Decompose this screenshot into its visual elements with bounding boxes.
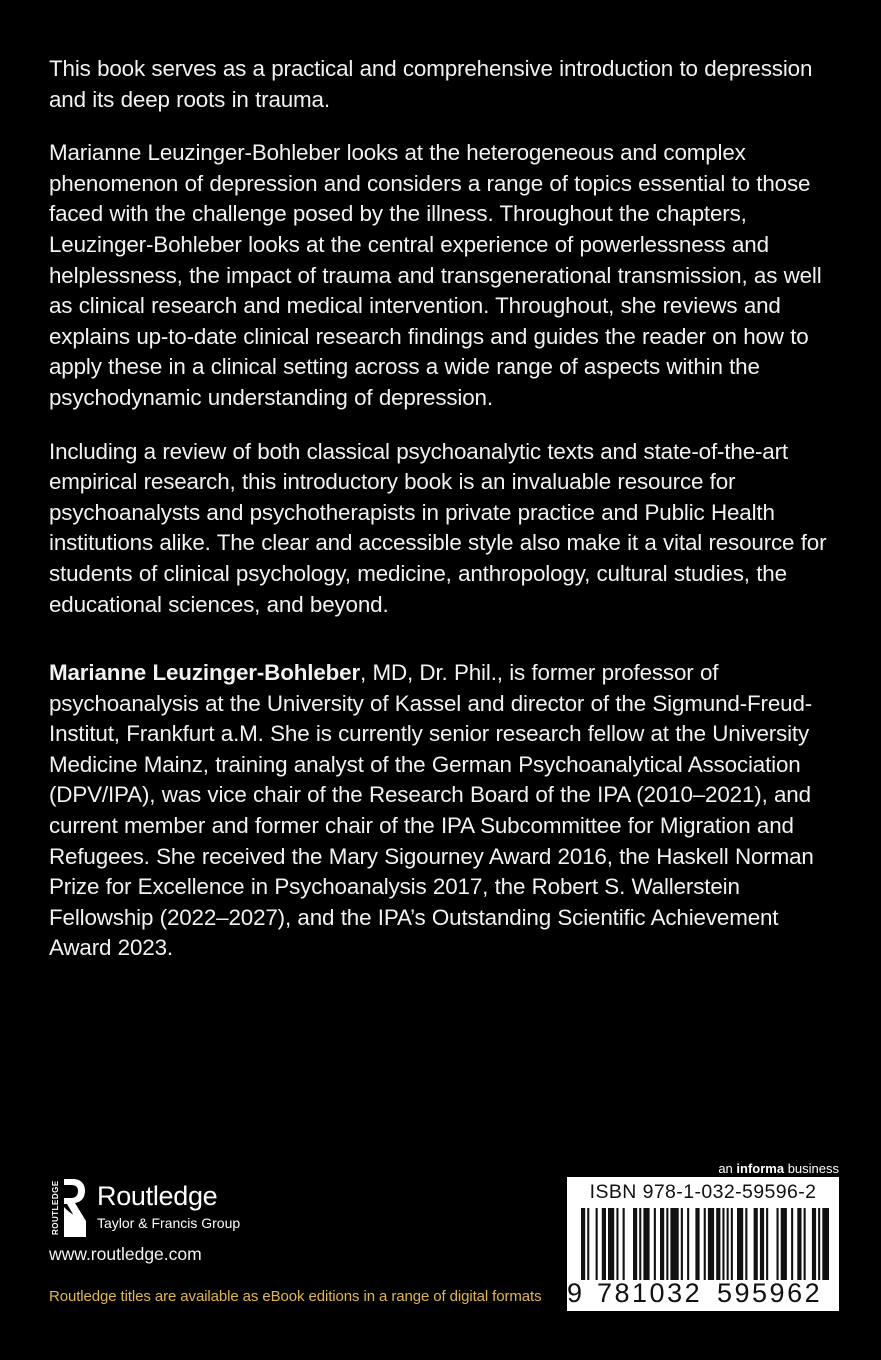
blurb-paragraph-1: This book serves as a practical and comprehensive introduction to depression and its deep roots in trauma. <box>49 56 813 112</box>
back-cover-blurb <box>49 54 839 987</box>
informa-prefix: an <box>718 1161 737 1176</box>
isbn-barcode <box>567 1177 839 1311</box>
barcode-bar <box>804 1208 806 1280</box>
barcode-bar <box>695 1208 699 1280</box>
barcode-bar <box>791 1208 793 1280</box>
barcode-bar <box>633 1208 637 1280</box>
barcode-bar <box>623 1208 625 1280</box>
barcode-bars <box>579 1208 829 1280</box>
informa-business-line <box>664 1161 839 1177</box>
routledge-vertical-wordmark: ROUTLEDGE <box>51 1180 60 1236</box>
publisher-name: Routledge <box>97 1181 218 1211</box>
publisher-url: www.routledge.com <box>49 1244 202 1264</box>
author-bio-text: , MD, Dr. Phil., is former professor of psychoanalysis at the University of Kassel and director of the Sigmund-Freud-Institut, Frankfurt a.M. She is currently senior research fellow at the University Medicine Mainz, training analyst of the German Psychoanalytical Association (DPV/IPA), was vice chair of the Research Board of the IPA (2010–2021), and current member and former chair of the IPA Subcommittee for Migration and Refugees. She received the Mary Sigourney Award 2016, the Haskell Norman Prize for Excellence in Psychoanalysis 2017, the Robert S. Wallerstein Fellowship (2022–2027), and the IPA’s Outstanding Scientific Achievement Award 2023. <box>49 660 814 961</box>
barcode-bar <box>587 1208 589 1280</box>
barcode-bar <box>727 1208 729 1280</box>
barcode-bar <box>716 1208 720 1280</box>
barcode-bar <box>581 1208 585 1280</box>
barcode-bar <box>812 1208 816 1280</box>
barcode-bar <box>745 1208 747 1280</box>
barcode-bar <box>616 1208 618 1280</box>
barcode-digits-right: 595962 <box>717 1278 823 1308</box>
barcode-bar <box>602 1208 606 1280</box>
barcode-bar <box>639 1208 641 1280</box>
barcode-bar <box>666 1208 668 1280</box>
informa-brand: informa <box>736 1161 785 1176</box>
barcode-bar <box>596 1208 598 1280</box>
barcode-bar <box>654 1208 656 1280</box>
barcode-bar <box>731 1208 733 1280</box>
barcode-bar <box>660 1208 664 1280</box>
barcode-bar <box>704 1208 706 1280</box>
barcode-bar <box>797 1208 801 1280</box>
barcode-digit-first: 9 <box>567 1278 583 1308</box>
barcode-bar <box>766 1208 768 1280</box>
barcode-digits-left: 781032 <box>597 1278 703 1308</box>
blurb-paragraph-3: Including a review of both classical psychoanalytic texts and state-of-the-art empirical research, this introductory book is an invaluable resource for psychoanalysts and psychotherapists in private practice and Public Health institutions alike. The clear and accessible style also make it a vital resource for students of clinical psychology, medicine, anthropology, cultural studies, the educational sciences, and beyond. <box>49 438 827 617</box>
publisher-logo <box>49 1177 349 1297</box>
ebook-availability-note: Routledge titles are available as eBook editions in a range of digital formats <box>49 1288 542 1305</box>
author-name: Marianne Leuzinger-Bohleber <box>49 660 361 686</box>
barcode-bar <box>681 1208 683 1280</box>
barcode-bar <box>822 1208 829 1280</box>
barcode-bar <box>777 1208 779 1280</box>
barcode-bar <box>643 1208 649 1280</box>
barcode-bar <box>722 1208 724 1280</box>
barcode-bar <box>708 1208 714 1280</box>
barcode-bar <box>754 1208 758 1280</box>
isbn-label: ISBN 978-1-032-59596-2 <box>589 1181 817 1203</box>
barcode-bar <box>670 1208 678 1280</box>
barcode-bar <box>687 1208 689 1280</box>
barcode-bar <box>737 1208 743 1280</box>
publisher-group: Taylor & Francis Group <box>97 1215 241 1231</box>
barcode-bar <box>608 1208 614 1280</box>
barcode-bar <box>818 1208 820 1280</box>
barcode-bar <box>781 1208 787 1280</box>
author-bio <box>49 658 839 964</box>
blurb-paragraph-2: Marianne Leuzinger-Bohleber looks at the heterogeneous and complex phenomenon of depression and considers a range of topics essential to those faced with the challenge posed by the illness. Throughout the chapters, Leuzinger-Bohleber looks at the central experience of powerlessness and helplessness, the impact of trauma and transgenerational transmission, as well as clinical research and medical intervention. Throughout, she reviews and explains up-to-date clinical research findings and guides the reader on how to apply these in a clinical setting across a wide range of aspects within the psychodynamic understanding of depression. <box>49 140 822 410</box>
barcode-bar <box>760 1208 764 1280</box>
informa-suffix: business <box>784 1161 839 1176</box>
